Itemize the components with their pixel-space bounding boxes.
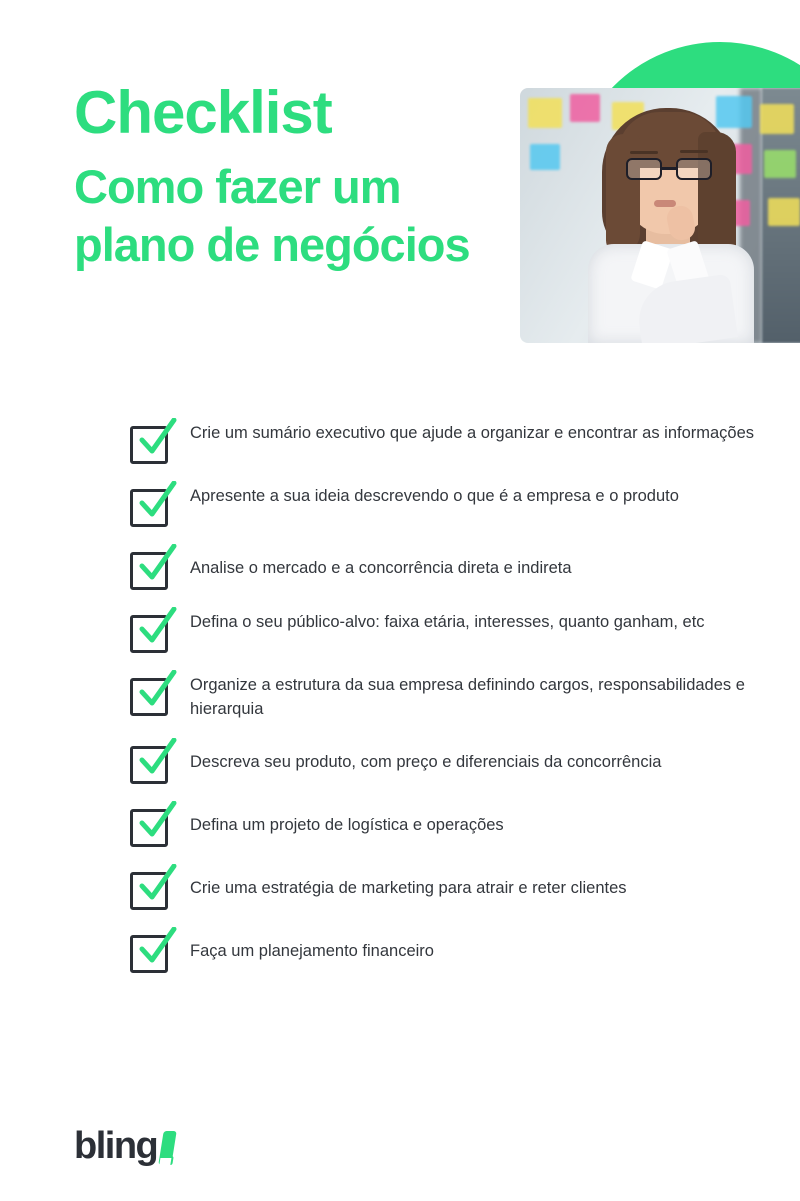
list-item-label: Analise o mercado e a concorrência direta e indireta <box>190 559 572 577</box>
page-subtitle: Como fazer um plano de negócios <box>74 160 470 271</box>
bling-logo[interactable] <box>74 1127 174 1165</box>
list-item-label: Apresente a sua ideia descrevendo o que é a empresa e o produto <box>190 487 679 505</box>
hero-artwork <box>480 20 800 390</box>
list-item[interactable] <box>130 418 790 464</box>
page-title: Checklist <box>74 79 332 146</box>
sticky-note <box>764 150 796 178</box>
list-item-label: Crie uma estratégia de marketing para atrair e reter clientes <box>190 879 627 897</box>
list-item[interactable] <box>130 544 790 590</box>
glasses-bridge <box>662 167 678 170</box>
list-item[interactable] <box>130 801 790 847</box>
hero-section <box>0 0 800 400</box>
checkbox-checked-icon[interactable] <box>130 864 176 910</box>
checkbox-checked-icon[interactable] <box>130 927 176 973</box>
logo-text: bling <box>74 1125 158 1167</box>
sticky-note <box>768 198 800 226</box>
list-item-label: Faça um planejamento financeiro <box>190 942 434 960</box>
list-item-label: Defina um projeto de logística e operações <box>190 816 504 834</box>
hero-photo <box>520 88 800 343</box>
list-item[interactable] <box>130 607 790 653</box>
list-item-label: Defina o seu público-alvo: faixa etária, interesses, quanto ganham, etc <box>190 613 705 631</box>
list-item-label: Crie um sumário executivo que ajude a organizar e encontrar as informações <box>190 424 755 442</box>
checkbox-checked-icon[interactable] <box>130 607 176 653</box>
checklist <box>130 418 790 990</box>
sticky-note <box>528 98 562 128</box>
sticky-note <box>760 104 794 134</box>
list-item-label: Descreva seu produto, com preço e diferenciais da concorrência <box>190 753 662 771</box>
checkbox-checked-icon[interactable] <box>130 418 176 464</box>
list-item[interactable] <box>130 864 790 910</box>
logo-dot <box>162 1156 174 1165</box>
person-illustration <box>580 102 760 343</box>
eyebrow-left <box>630 151 658 154</box>
lens-left <box>626 158 662 180</box>
eyebrow-right <box>680 150 708 153</box>
list-item[interactable] <box>130 481 790 527</box>
sticky-note <box>530 144 560 170</box>
list-item[interactable] <box>130 927 790 973</box>
checkbox-checked-icon[interactable] <box>130 544 176 590</box>
checkbox-checked-icon[interactable] <box>130 481 176 527</box>
glasses-icon <box>624 158 716 180</box>
list-item-label: Organize a estrutura da sua empresa definindo cargos, responsabilidades e hierarquia <box>190 676 745 718</box>
logo-exclamation-icon <box>159 1131 177 1165</box>
checkbox-checked-icon[interactable] <box>130 670 176 716</box>
lens-right <box>676 158 712 180</box>
checkbox-checked-icon[interactable] <box>130 738 176 784</box>
list-item[interactable] <box>130 738 790 784</box>
lips <box>654 200 676 207</box>
list-item[interactable] <box>130 670 790 721</box>
checkbox-checked-icon[interactable] <box>130 801 176 847</box>
title-block <box>74 79 494 274</box>
